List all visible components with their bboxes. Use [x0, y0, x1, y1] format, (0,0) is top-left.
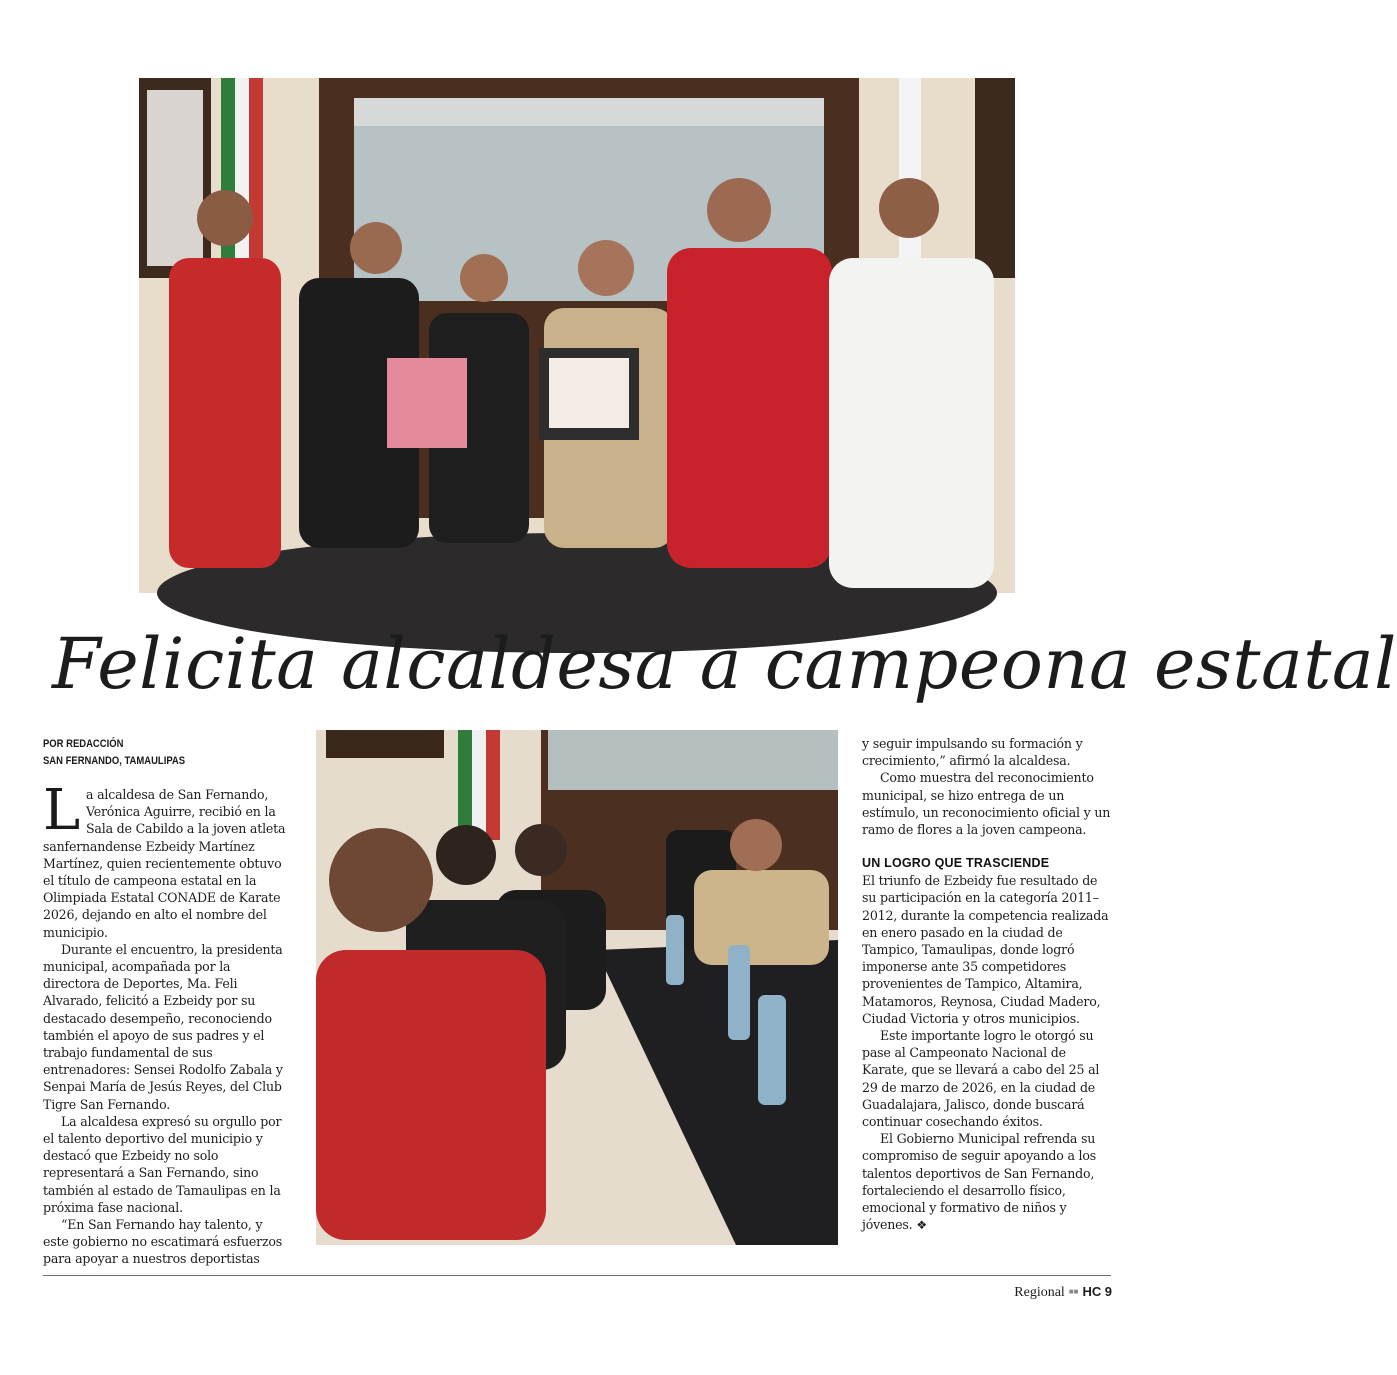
paragraph: y seguir impulsando su formación y crecimiento,” afirmó la alcaldesa. [862, 736, 1083, 769]
meeting-photo-icon [316, 730, 838, 1245]
byline-location: SAN FERNANDO, TAMAULIPAS [43, 755, 186, 767]
paragraph: El triunfo de Ezbeidy fue resultado de su participación en la categoría 2011–2012, durante la competencia realizada en enero pasado en la ciudad de Tampico, Tamaulipas, donde logró imponerse ante 35 competidores provenientes de Tampico, Altamira, Matamoros, Reynosa, Ciudad Madero, Ciudad Victoria y otros municipios. [862, 873, 1109, 1026]
drop-cap: L [43, 778, 80, 843]
section-name: Regional [1014, 1285, 1065, 1300]
paragraph: El Gobierno Municipal refrenda su compromiso de seguir apoyando a los talentos deportivos de San Fernando, fortaleciendo el desarrollo físico, emocional y formativo de niños y jóvenes. [862, 1131, 1097, 1233]
page-footer [1014, 1284, 1112, 1301]
subhead: UN LOGRO QUE TRASCIENDE [862, 856, 1050, 871]
paragraph: Como muestra del reconocimiento municipal, se hizo entrega de un estímulo, un reconocimiento oficial y un ramo de flores a la joven campeona. [862, 770, 1111, 838]
byline [43, 736, 258, 770]
byline-author: POR REDACCIÓN [43, 738, 124, 750]
paragraph: Este importante logro le otorgó su pase al Campeonato Nacional de Karate, que se llevará a cabo del 25 al 29 de marzo de 2026, en la ciudad de Guadalajara, Jalisco, donde buscará continuar cosechando éxitos. [862, 1028, 1100, 1130]
article-column-1 [43, 778, 291, 1268]
paragraph: a alcaldesa de San Fernando, Verónica Aguirre, recibió en la Sala de Cabildo a la joven atleta sanfernandense Ezbeidy Martínez Martínez, quien recientemente obtuvo el título de campeona estatal en la Olimpiada Estatal CONADE de Karate 2026, dejando en alto el nombre del municipio. [43, 787, 286, 940]
article-column-2 [862, 735, 1114, 1234]
middle-photo [316, 730, 838, 1245]
group-photo-icon [139, 78, 1015, 593]
page-number: 9 [1104, 1284, 1112, 1299]
separator-icon: ■■ [1068, 1287, 1079, 1296]
end-mark-icon: ❖ [916, 1218, 927, 1233]
paragraph: “En San Fernando hay talento, y este gobierno no escatimará esfuerzos para apoyar a nuestros deportistas [43, 1217, 283, 1267]
headline: Felicita alcaldesa a campeona estatal [52, 623, 1397, 705]
paragraph: La alcaldesa expresó su orgullo por el talento deportivo del municipio y destacó que Ezbeidy no solo representará a San Fernando, sino también al estado de Tamaulipas en la próxima fase nacional. [43, 1113, 282, 1215]
footer-rule [43, 1275, 1111, 1276]
paragraph: Durante el encuentro, la presidenta municipal, acompañada por la directora de Deportes, Ma. Feli Alvarado, felicitó a Ezbeidy por su destacado desempeño, reconociendo también el apoyo de sus padres y el trabajo fundamental de sus entrenadores: Sensei Rodolfo Zabala y Senpai María de Jesús Reyes, del Club Tigre San Fernando. [43, 941, 283, 1112]
publication-name: HC [1082, 1284, 1102, 1299]
top-photo [139, 78, 1015, 593]
